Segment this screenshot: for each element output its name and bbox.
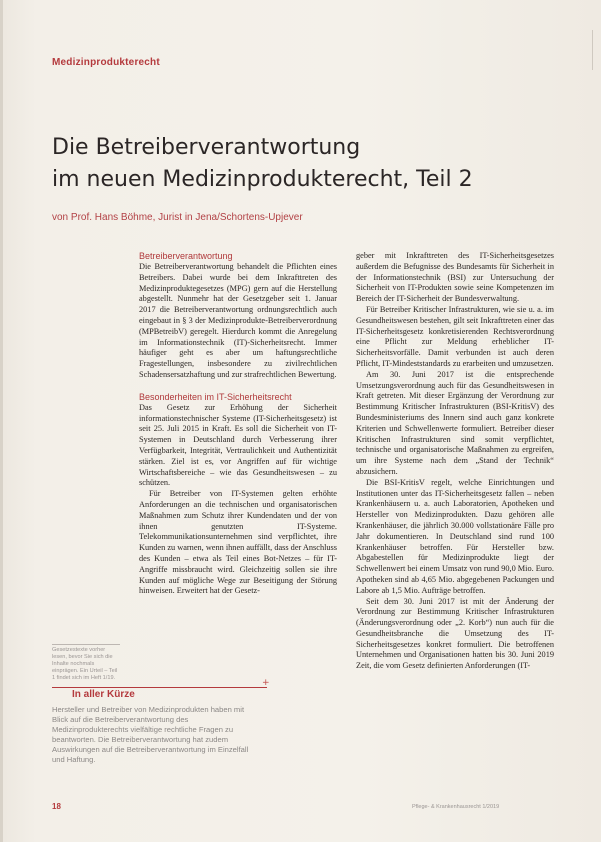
summary-text: Hersteller und Betreiber von Medizinprodukten haben mit Blick auf die Betreiberverantwortung des Medizinprodukterechts vielfältige rechtliche Fragen zu beantworten. Die Betreiberverantwortung hat zudem Auswirkungen auf die Betreiberverantwortung im Einzelfall und Haftung. xyxy=(52,705,249,765)
paragraph: geber mit Inkrafttreten des IT-Sicherheitsgesetzes außerdem die Befugnisse des Bundesamts für Sicherheit in der Informationstechnik (BSI) zur Untersuchung der Sicherheit von IT-Produkten sowie seine Kompetenzen im Bereich der IT-Sicherheit der Bundesverwaltung. xyxy=(356,251,554,304)
title-line-2: im neuen Medizinprodukterecht, Teil 2 xyxy=(52,167,473,192)
paragraph: Für Betreiber Kritischer Infrastrukturen, wie sie u. a. im Gesundheitswesen bestehen, gilt seit Inkrafttreten einer das IT-Sicherheitsgesetz konkretisierenden Rechtsverordnung eine Pflicht zur Meldung erheblicher IT-Sicherheitsvorfälle. Damit verbunden ist auch deren Pflicht, IT-Mindeststandards zu erarbeiten und umzusetzen. xyxy=(356,304,554,368)
publication-footer: Pflege- & Krankenhausrecht 1/2019 xyxy=(412,804,500,810)
crop-mark xyxy=(592,30,593,70)
paragraph: Für Betreiber von IT-Systemen gelten erhöhte Anforderungen an die technischen und organisatorischen Maßnahmen zum Schutz ihrer Kundendaten und der von ihnen genutzten IT-Systeme. Telekommunikationsunternehmen sind verpflichtet, ihre Kunden zu warnen, wenn ihnen auffällt, dass der Anschluss des Kunden – etwa als Teil eines Bot-Netzes – für IT-Angriffe missbraucht wird. Gleichzeitig sollen sie ihre Kunden auf mögliche Wege zur Beseitigung der Störung hinweisen. Erweitert hat der Gesetz- xyxy=(139,489,338,596)
article-title xyxy=(52,132,572,196)
page-edge-shadow xyxy=(0,0,3,842)
paragraph: Die Betreiberverantwortung behandelt die Pflichten eines Betreibers. Dabei wurde bei dem Inkrafttreten des Medizinproduktegesetzes (MPG) gern auf die Herstellung abgestellt. Nunmehr hat der Gesetzgeber seit 1. Januar 2017 die Betreiberverantwortung ordnungsrechtlich auch eingebaut in § 3 der Medizinprodukte-Betreiberverordnung (MPBetreibV) geregelt. Hierdurch kommt die Anregelung im Informationstechnik (IT)-Sicherheitsrecht. Immer häufiger geht es aber um haftungsrechtliche Fragestellungen, insbesondere zu zivilrechtlichen Schadensersatzhaftung und zur strafrechtlichen Bewertung. xyxy=(139,262,337,379)
text-column-right xyxy=(356,251,554,672)
subheading-it-sicherheitsrecht: Besonderheiten im IT-Sicherheitsrecht xyxy=(139,391,292,402)
summary-title: In aller Kürze xyxy=(72,689,135,700)
paragraph: Das Gesetz zur Erhöhung der Sicherheit informationstechnischer Systeme (IT-Sicherheitsgesetz) ist seit 25. Juli 2015 in Kraft. Es soll die Sicherheit von IT-Systemen in Deutschland durch Verbesserung ihrer Verfügbarkeit, Integrität, Vertraulichkeit und Authentizität stärken. Ziel ist es, vor Angriffen auf für wichtige Wirtschaftsbereiche – wie das Gesundheitswesen – zu schützen. xyxy=(139,402,337,488)
side-note: Gesetzestexte vorher lesen, bevor Sie sich die Inhalte nochmals einprägen. Ein Urteil – Teil 1 findet sich im Heft 1/19. xyxy=(52,647,118,681)
paragraph: Die BSI-KritisV regelt, welche Einrichtungen und Institutionen unter das IT-Sicherheitsgesetz fallen – neben Krankenhäusern u. a. auch Laboratorien, Apotheken und Hersteller von Medizinprodukten. Dazu gehören alle Krankenhäuser, die jährlich 30.000 vollstationäre Fälle pro Jahr dokumentieren. In Deutschland sind rund 100 Krankenhäuser betroffen. Für Hersteller bzw. Abgabestellen für Medizinprodukte liegt der Schwellenwert bei einem Umsatz von rund 90,0 Mio. Euro. Apotheken sind ab 4,65 Mio. abgegebenen Packungen und Labore ab 1,5 Mio. Aufträge betroffen. xyxy=(356,477,554,595)
text-column-left xyxy=(139,251,337,597)
plus-icon: + xyxy=(262,678,270,688)
summary-rule xyxy=(52,687,267,688)
title-line-1: Die Betreiberverantwortung xyxy=(52,135,361,160)
paragraph: Seit dem 30. Juni 2017 ist mit der Änderung der Verordnung zur Bestimmung Kritischer Infrastrukturen (Änderungsverordnung oder „2. Korb“) nun auch für die Gesundheitsbranche die Umsetzung des IT-Sicherheitsgesetzes konkret formuliert. Die betroffenen Unternehmen und Organisationen hatten bis 30. Juni 2019 Zeit, die vom Gesetz definierten Anforderungen (IT- xyxy=(356,596,554,671)
section-kicker: Medizinprodukterecht xyxy=(52,57,160,68)
side-note-rule xyxy=(52,644,120,645)
page-number: 18 xyxy=(52,802,61,811)
author-byline: von Prof. Hans Böhme, Jurist in Jena/Schortens-Upjever xyxy=(52,212,303,223)
paragraph: Am 30. Juni 2017 ist die entsprechende Umsetzungsverordnung auch für das Gesundheitswesen in Kraft getreten. Mit dieser Ergänzung der Verordnung zur Bestimmung Kritischer Infrastrukturen (BSI-KritisV) des Bundesministeriums des Innern sind auch ganz konkrete Kriterien und Schwellenwerte formuliert. Betreiber dieser Kritischen Infrastrukturen sind somit verpflichtet, technische und organisatorische Maßnahmen zu ergreifen, um ihre Systeme nach dem „Stand der Technik“ abzusichern. xyxy=(356,369,554,476)
subheading-betreiberverantwortung: Betreiberverantwortung xyxy=(139,251,233,261)
